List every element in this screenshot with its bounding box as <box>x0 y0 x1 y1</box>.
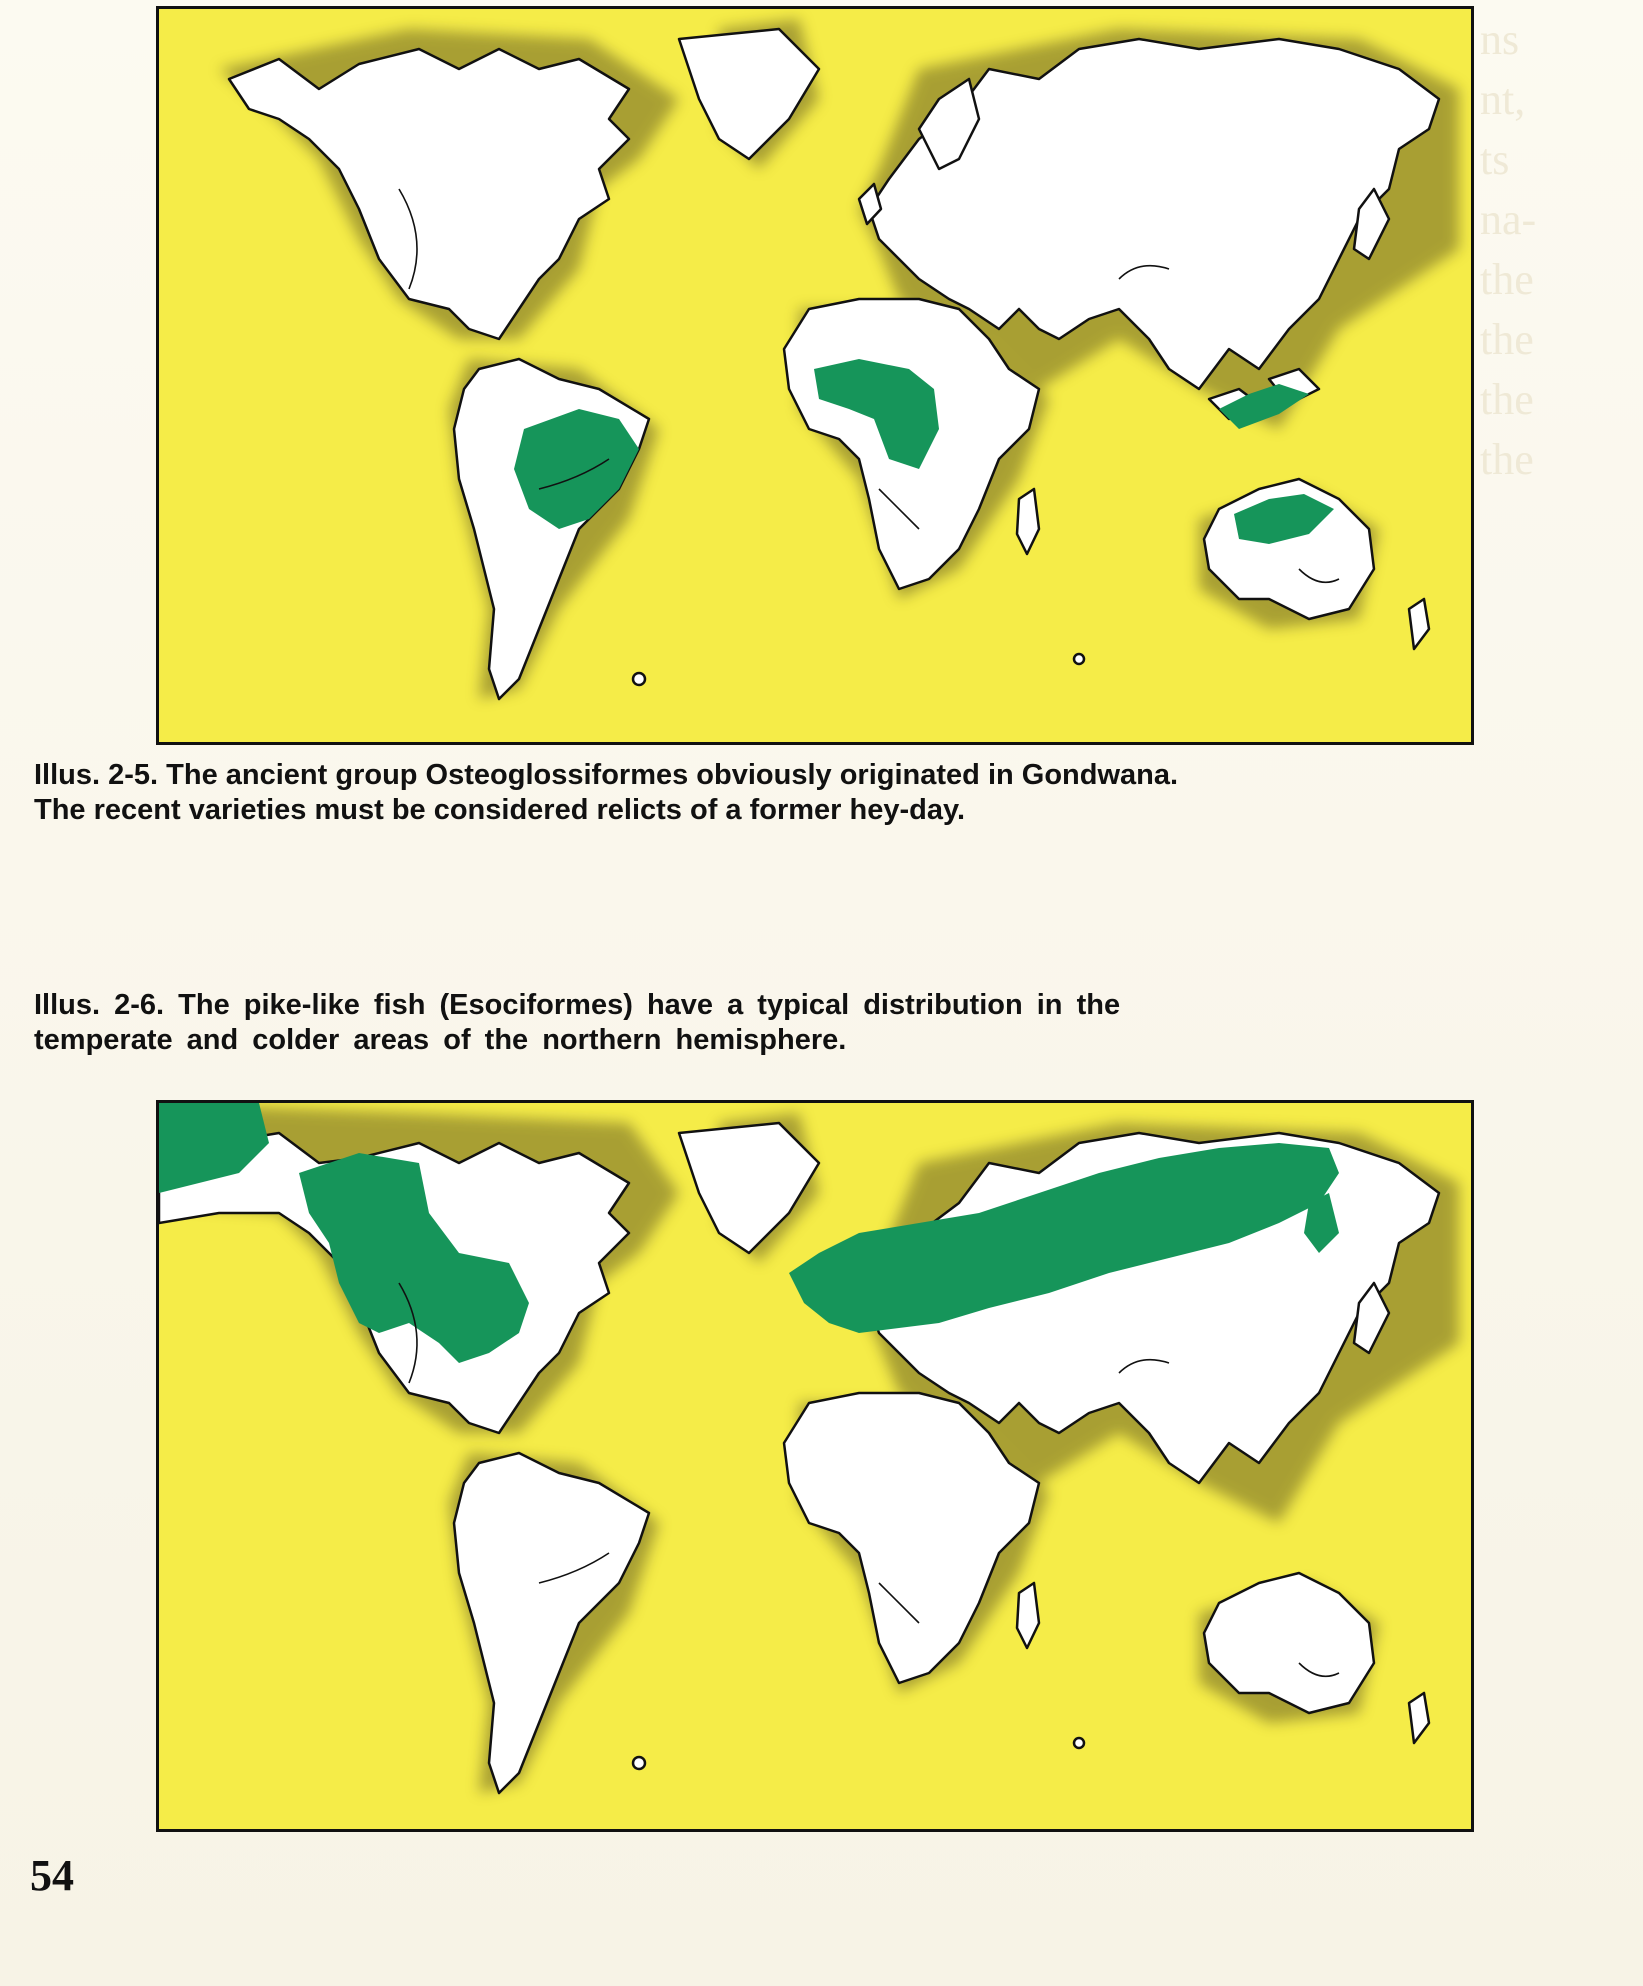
land-shapes <box>229 29 1439 699</box>
map-osteoglossiformes <box>156 6 1474 745</box>
world-map-2 <box>159 1103 1471 1829</box>
show-through-text: ns nt, ts na- the the the the <box>1480 15 1537 484</box>
continents <box>219 19 1459 699</box>
caption-1-line-1: Illus. 2-5. The ancient group Osteoglossiformes obviously originated in Gondwana. <box>34 759 1179 791</box>
caption-2-line-1: Illus. 2-6. The pike-like fish (Esociformes) have a typical distribution in the <box>34 989 1121 1021</box>
caption-1-line-2: The recent varieties must be considered relicts of a former hey-day. <box>34 794 966 826</box>
caption-illus-2-5 <box>34 758 1614 828</box>
caption-illus-2-6 <box>34 988 1614 1058</box>
world-map-1 <box>159 9 1471 742</box>
map-esociformes <box>156 1100 1474 1832</box>
caption-2-line-2: temperate and colder areas of the northern hemisphere. <box>34 1024 847 1056</box>
continents <box>159 1103 1459 1793</box>
page-number: 54 <box>30 1851 74 1900</box>
